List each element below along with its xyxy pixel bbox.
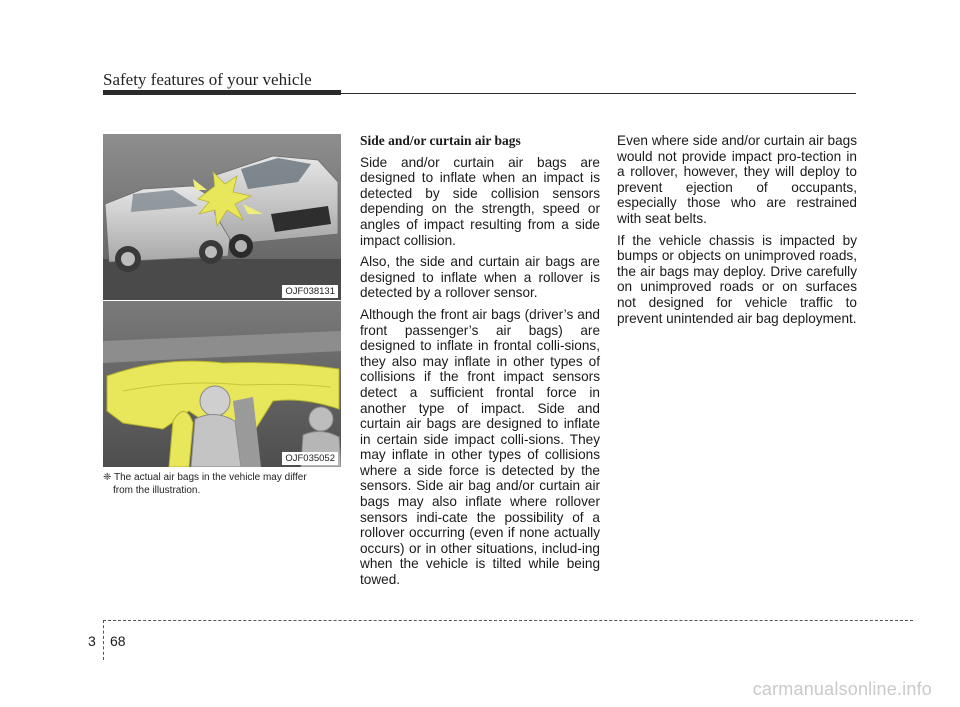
page-header-title: Safety features of your vehicle — [103, 70, 312, 89]
figure-caption — [103, 471, 343, 497]
column-middle — [360, 133, 600, 594]
section-heading: Side and/or curtain air bags — [360, 133, 521, 148]
figure-curtain-airbag — [103, 301, 341, 467]
caption-text: The actual air bags in the vehicle may differ — [114, 472, 307, 483]
header-rule-thin — [341, 93, 856, 94]
paragraph: If the vehicle chassis is impacted by bumps or objects on unimproved roads, the air bags may deploy. Drive carefully on unimproved roads or on surfaces not designed for vehicle traffic to prevent unintended air bag deployment. — [617, 232, 857, 326]
figure-side-impact — [103, 134, 341, 300]
column-right — [617, 133, 857, 332]
header-rule-thick — [103, 90, 341, 95]
paragraph: Although the front air bags (driver’s and front passenger’s air bags) are designed to inflate in frontal colli-sions, they also may inflate in other types of collisions if the front impact sensors detect a sufficient frontal force in another type of impact. Side and curtain air bags are designed to inflate in certain side impact colli-sions. They may inflate in other types of collisions where a side force is detected by the sensors. Side air bag and/or curtain air bags may also inflate where rollover sensors indi-cate the possibility of a rollover occurring (even if none actually occurs) or in other situations, includ-ing when the vehicle is tilted while being towed. — [360, 306, 600, 588]
paragraph: Side and/or curtain air bags are designed to inflate when an impact is detected by side collision sensors depending on the strength, speed or angles of impact resulting from a side impact collision. — [360, 154, 600, 248]
footer-vertical-rule — [103, 620, 104, 660]
curtain-airbag-illustration — [103, 301, 341, 467]
figure-code-2: OJF035052 — [282, 452, 338, 465]
figure-code-1: OJF038131 — [282, 285, 338, 298]
watermark: carmanualsonline.info — [752, 679, 932, 699]
footer-rule — [103, 620, 913, 621]
note-symbol: ❈ — [103, 472, 112, 483]
chapter-number: 3 — [88, 633, 96, 649]
paragraph: Also, the side and curtain air bags are designed to inflate when a rollover is detected by a rollover sensor. — [360, 254, 600, 301]
side-impact-illustration — [103, 134, 341, 300]
paragraph: Even where side and/or curtain air bags would not provide impact pro-tection in a rollover, however, they will deploy to prevent ejection of occupants, especially those who are restrained with seat belts. — [617, 133, 857, 226]
caption-text-continued: from the illustration. — [113, 485, 201, 496]
page-number: 68 — [110, 633, 126, 649]
